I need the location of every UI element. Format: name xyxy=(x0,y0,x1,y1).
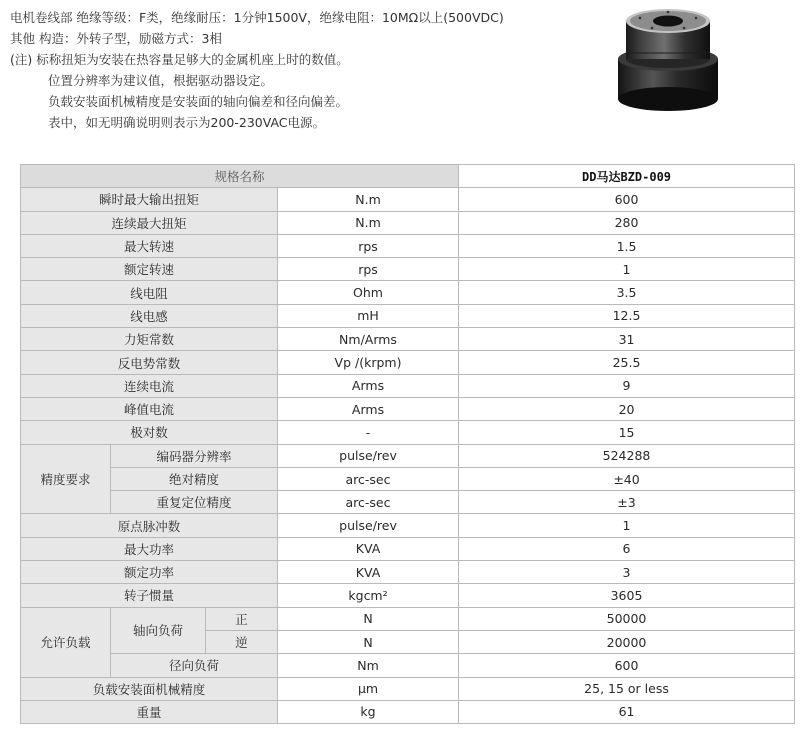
row-name: 线电阻 xyxy=(21,281,278,304)
row-unit: KVA xyxy=(278,561,459,584)
row-name: 连续最大扭矩 xyxy=(21,211,278,234)
table-row xyxy=(21,514,795,537)
note-torque: (注) 标称扭矩为安装在热容量足够大的金属机座上时的数值。 xyxy=(10,52,349,67)
row-name: 线电感 xyxy=(21,304,278,327)
table-row xyxy=(21,491,795,514)
row-unit: pulse/rev xyxy=(278,444,459,467)
row-unit: N xyxy=(278,630,459,653)
row-unit: kg xyxy=(278,700,459,723)
row-unit: Ohm xyxy=(278,281,459,304)
table-row xyxy=(21,304,795,327)
row-value: 15 xyxy=(459,421,795,444)
row-value: 50000 xyxy=(459,607,795,630)
note-construction: 其他 构造：外转子型，励磁方式：3相 xyxy=(10,31,222,46)
row-name: 连续电流 xyxy=(21,374,278,397)
row-value: 1 xyxy=(459,258,795,281)
row-unit: Nm xyxy=(278,654,459,677)
row-name: 编码器分辨率 xyxy=(111,444,278,467)
note-power-supply: 表中，如无明确说明则表示为200-230VAC电源。 xyxy=(48,115,326,130)
note-insulation: 电机卷线部 绝缘等级：F类，绝缘耐压：1分钟1500V，绝缘电阻：10MΩ以上(500VDC) xyxy=(10,10,504,25)
row-name: 峰值电流 xyxy=(21,397,278,420)
table-row xyxy=(21,677,795,700)
row-name: 极对数 xyxy=(21,421,278,444)
row-name: 最大功率 xyxy=(21,537,278,560)
row-unit: N.m xyxy=(278,211,459,234)
row-name: 重量 xyxy=(21,700,278,723)
row-unit: Arms xyxy=(278,374,459,397)
row-value: 1 xyxy=(459,514,795,537)
row-value: 12.5 xyxy=(459,304,795,327)
group-precision: 精度要求 xyxy=(21,444,111,514)
row-value: 9 xyxy=(459,374,795,397)
table-row xyxy=(21,188,795,211)
row-name: 力矩常数 xyxy=(21,328,278,351)
row-value: 600 xyxy=(459,654,795,677)
table-row xyxy=(21,281,795,304)
row-value: 3605 xyxy=(459,584,795,607)
row-name: 正 xyxy=(206,607,278,630)
group-allowable-load: 允许负载 xyxy=(21,607,111,677)
table-row xyxy=(21,351,795,374)
spec-table xyxy=(20,164,795,724)
row-unit: mH xyxy=(278,304,459,327)
row-unit: Nm/Arms xyxy=(278,328,459,351)
row-value: ±40 xyxy=(459,467,795,490)
row-value: 3.5 xyxy=(459,281,795,304)
spec-name-header: 规格名称 xyxy=(21,165,459,188)
row-unit: rps xyxy=(278,234,459,257)
row-name: 绝对精度 xyxy=(111,467,278,490)
table-row xyxy=(21,444,795,467)
table-row xyxy=(21,258,795,281)
table-row xyxy=(21,654,795,677)
table-row xyxy=(21,700,795,723)
row-unit: - xyxy=(278,421,459,444)
note-resolution: 位置分辨率为建议值，根据驱动器设定。 xyxy=(48,73,274,88)
row-unit: pulse/rev xyxy=(278,514,459,537)
row-value: 61 xyxy=(459,700,795,723)
row-name: 径向负荷 xyxy=(111,654,278,677)
table-row xyxy=(21,211,795,234)
row-value: 524288 xyxy=(459,444,795,467)
row-unit: kgcm² xyxy=(278,584,459,607)
table-row xyxy=(21,328,795,351)
row-name: 反电势常数 xyxy=(21,351,278,374)
row-value: 25, 15 or less xyxy=(459,677,795,700)
row-unit: N.m xyxy=(278,188,459,211)
row-name: 转子惯量 xyxy=(21,584,278,607)
row-name: 额定功率 xyxy=(21,561,278,584)
row-value: 3 xyxy=(459,561,795,584)
row-value: 280 xyxy=(459,211,795,234)
table-header-row xyxy=(21,165,795,188)
row-name: 最大转速 xyxy=(21,234,278,257)
row-value: ±3 xyxy=(459,491,795,514)
table-row xyxy=(21,374,795,397)
table-row xyxy=(21,584,795,607)
table-row xyxy=(21,421,795,444)
row-name: 原点脉冲数 xyxy=(21,514,278,537)
group-axial-load: 轴向负荷 xyxy=(111,607,206,654)
row-unit: Arms xyxy=(278,397,459,420)
table-row xyxy=(21,467,795,490)
row-name: 负载安装面机械精度 xyxy=(21,677,278,700)
row-unit: N xyxy=(278,607,459,630)
row-unit: KVA xyxy=(278,537,459,560)
motor-photo xyxy=(612,3,724,113)
row-value: 600 xyxy=(459,188,795,211)
row-unit: arc-sec xyxy=(278,491,459,514)
row-name: 逆 xyxy=(206,630,278,653)
table-row xyxy=(21,234,795,257)
row-value: 31 xyxy=(459,328,795,351)
row-value: 6 xyxy=(459,537,795,560)
note-mount-precision: 负载安装面机械精度是安装面的轴向偏差和径向偏差。 xyxy=(48,94,349,109)
spec-notes xyxy=(10,7,590,133)
row-value: 25.5 xyxy=(459,351,795,374)
row-name: 瞬时最大输出扭矩 xyxy=(21,188,278,211)
row-name: 额定转速 xyxy=(21,258,278,281)
row-value: 1.5 xyxy=(459,234,795,257)
table-row xyxy=(21,537,795,560)
table-row xyxy=(21,561,795,584)
row-value: 20 xyxy=(459,397,795,420)
row-unit: Vp /(krpm) xyxy=(278,351,459,374)
model-header: DD马达BZD-009 xyxy=(459,165,795,188)
row-value: 20000 xyxy=(459,630,795,653)
row-unit: rps xyxy=(278,258,459,281)
row-unit: μm xyxy=(278,677,459,700)
row-name: 重复定位精度 xyxy=(111,491,278,514)
table-row xyxy=(21,607,795,630)
row-unit: arc-sec xyxy=(278,467,459,490)
table-row xyxy=(21,397,795,420)
